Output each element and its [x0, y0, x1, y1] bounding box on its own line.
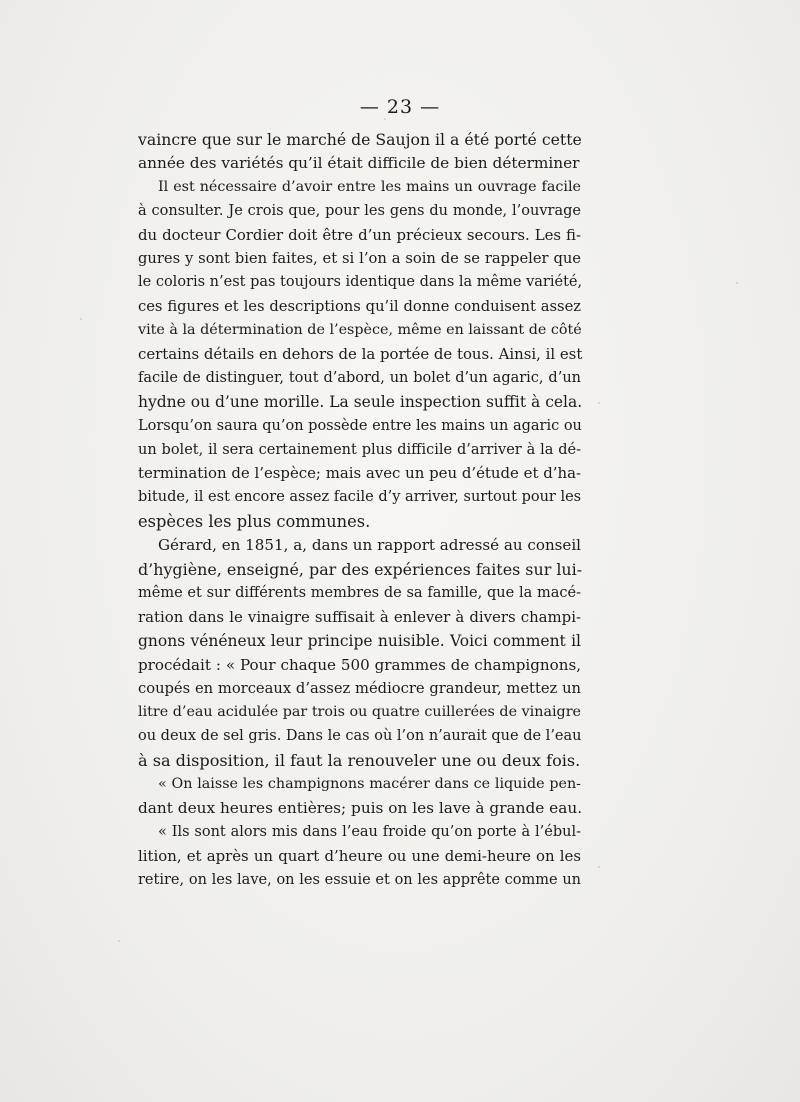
text-line: termination de l’espèce; mais avec un peu d’étude et d’ha-	[138, 464, 581, 483]
text-line: le coloris n’est pas toujours identique dans la même variété,	[138, 274, 583, 291]
text-line: bitude, il est encore assez facile d’y arriver, surtout pour les	[138, 489, 582, 506]
text-line: ces figures et les descriptions qu’il donne conduisent assez	[138, 298, 581, 316]
paper-speck	[598, 866, 600, 868]
text-line: un bolet, il sera certainement plus difficile d’arriver à la dé-	[138, 441, 581, 458]
text-line: vite à la détermination de l’espèce, même en laissant de côté	[138, 322, 582, 339]
text-line: hydne ou d’une morille. La seule inspection suffit à cela.	[138, 392, 583, 411]
text-line: « Ils sont alors mis dans l’eau froide qu’on porte à l’ébul-	[158, 823, 581, 840]
text-line: coupés en morceaux d’assez médiocre grandeur, mettez un	[138, 680, 581, 698]
page-number: — 23 —	[359, 96, 441, 118]
text-line: litre d’eau acidulée par trois ou quatre cuillerées de vinaigre	[138, 704, 581, 721]
text-line: ou deux de sel gris. Dans le cas où l’on n’aurait que de l’eau	[138, 728, 582, 745]
paper-speck	[118, 940, 120, 942]
paper-speck	[80, 318, 82, 320]
paper-speck	[384, 118, 386, 120]
text-line: procédait : « Pour chaque 500 grammes de champignons,	[138, 655, 581, 674]
body-text	[138, 128, 581, 893]
text-line: lition, et après un quart d’heure ou une demi-heure on les	[138, 846, 581, 865]
text-line: Gérard, en 1851, a, dans un rapport adressé au conseil	[158, 536, 581, 555]
paper-speck	[736, 282, 738, 284]
text-line: du docteur Cordier doit être d’un précieux secours. Les fi-	[138, 225, 581, 244]
text-line: espèces les plus communes.	[138, 512, 371, 532]
text-line: Il est nécessaire d’avoir entre les mains un ouvrage facile	[158, 178, 581, 195]
text-line: Lorsqu’on saura qu’on possède entre les mains un agaric ou	[138, 417, 582, 434]
text-line: facile de distinguer, tout d’abord, un bolet d’un agaric, d’un	[138, 369, 581, 386]
text-line: gures y sont bien faites, et si l’on a soin de se rappeler que	[138, 250, 581, 268]
text-line: à consulter. Je crois que, pour les gens du monde, l’ouvrage	[138, 202, 581, 219]
text-line: à sa disposition, il faut la renouveler une ou deux fois.	[138, 751, 581, 771]
text-line: « On laisse les champignons macérer dans ce liquide pen-	[158, 776, 581, 793]
text-line: année des variétés qu’il était difficile de bien déterminer	[138, 153, 580, 172]
text-line: certains détails en dehors de la portée de tous. Ainsi, il est	[138, 345, 583, 364]
text-line: retire, on les lave, on les essuie et on les apprête comme un	[138, 871, 581, 888]
text-line: même et sur différents membres de sa famille, que la macé-	[138, 584, 581, 601]
text-line: gnons vénéneux leur principe nuisible. Voici comment il	[138, 631, 581, 650]
text-line: dant deux heures entières; puis on les lave à grande eau.	[138, 798, 583, 817]
text-line: ration dans le vinaigre suffisait à enlever à divers champi-	[138, 607, 581, 626]
text-line: d’hygiène, enseigné, par des expériences faites sur lui-	[138, 560, 583, 580]
paper-speck	[598, 402, 600, 404]
text-line: vaincre que sur le marché de Saujon il a été porté cette	[138, 130, 582, 149]
